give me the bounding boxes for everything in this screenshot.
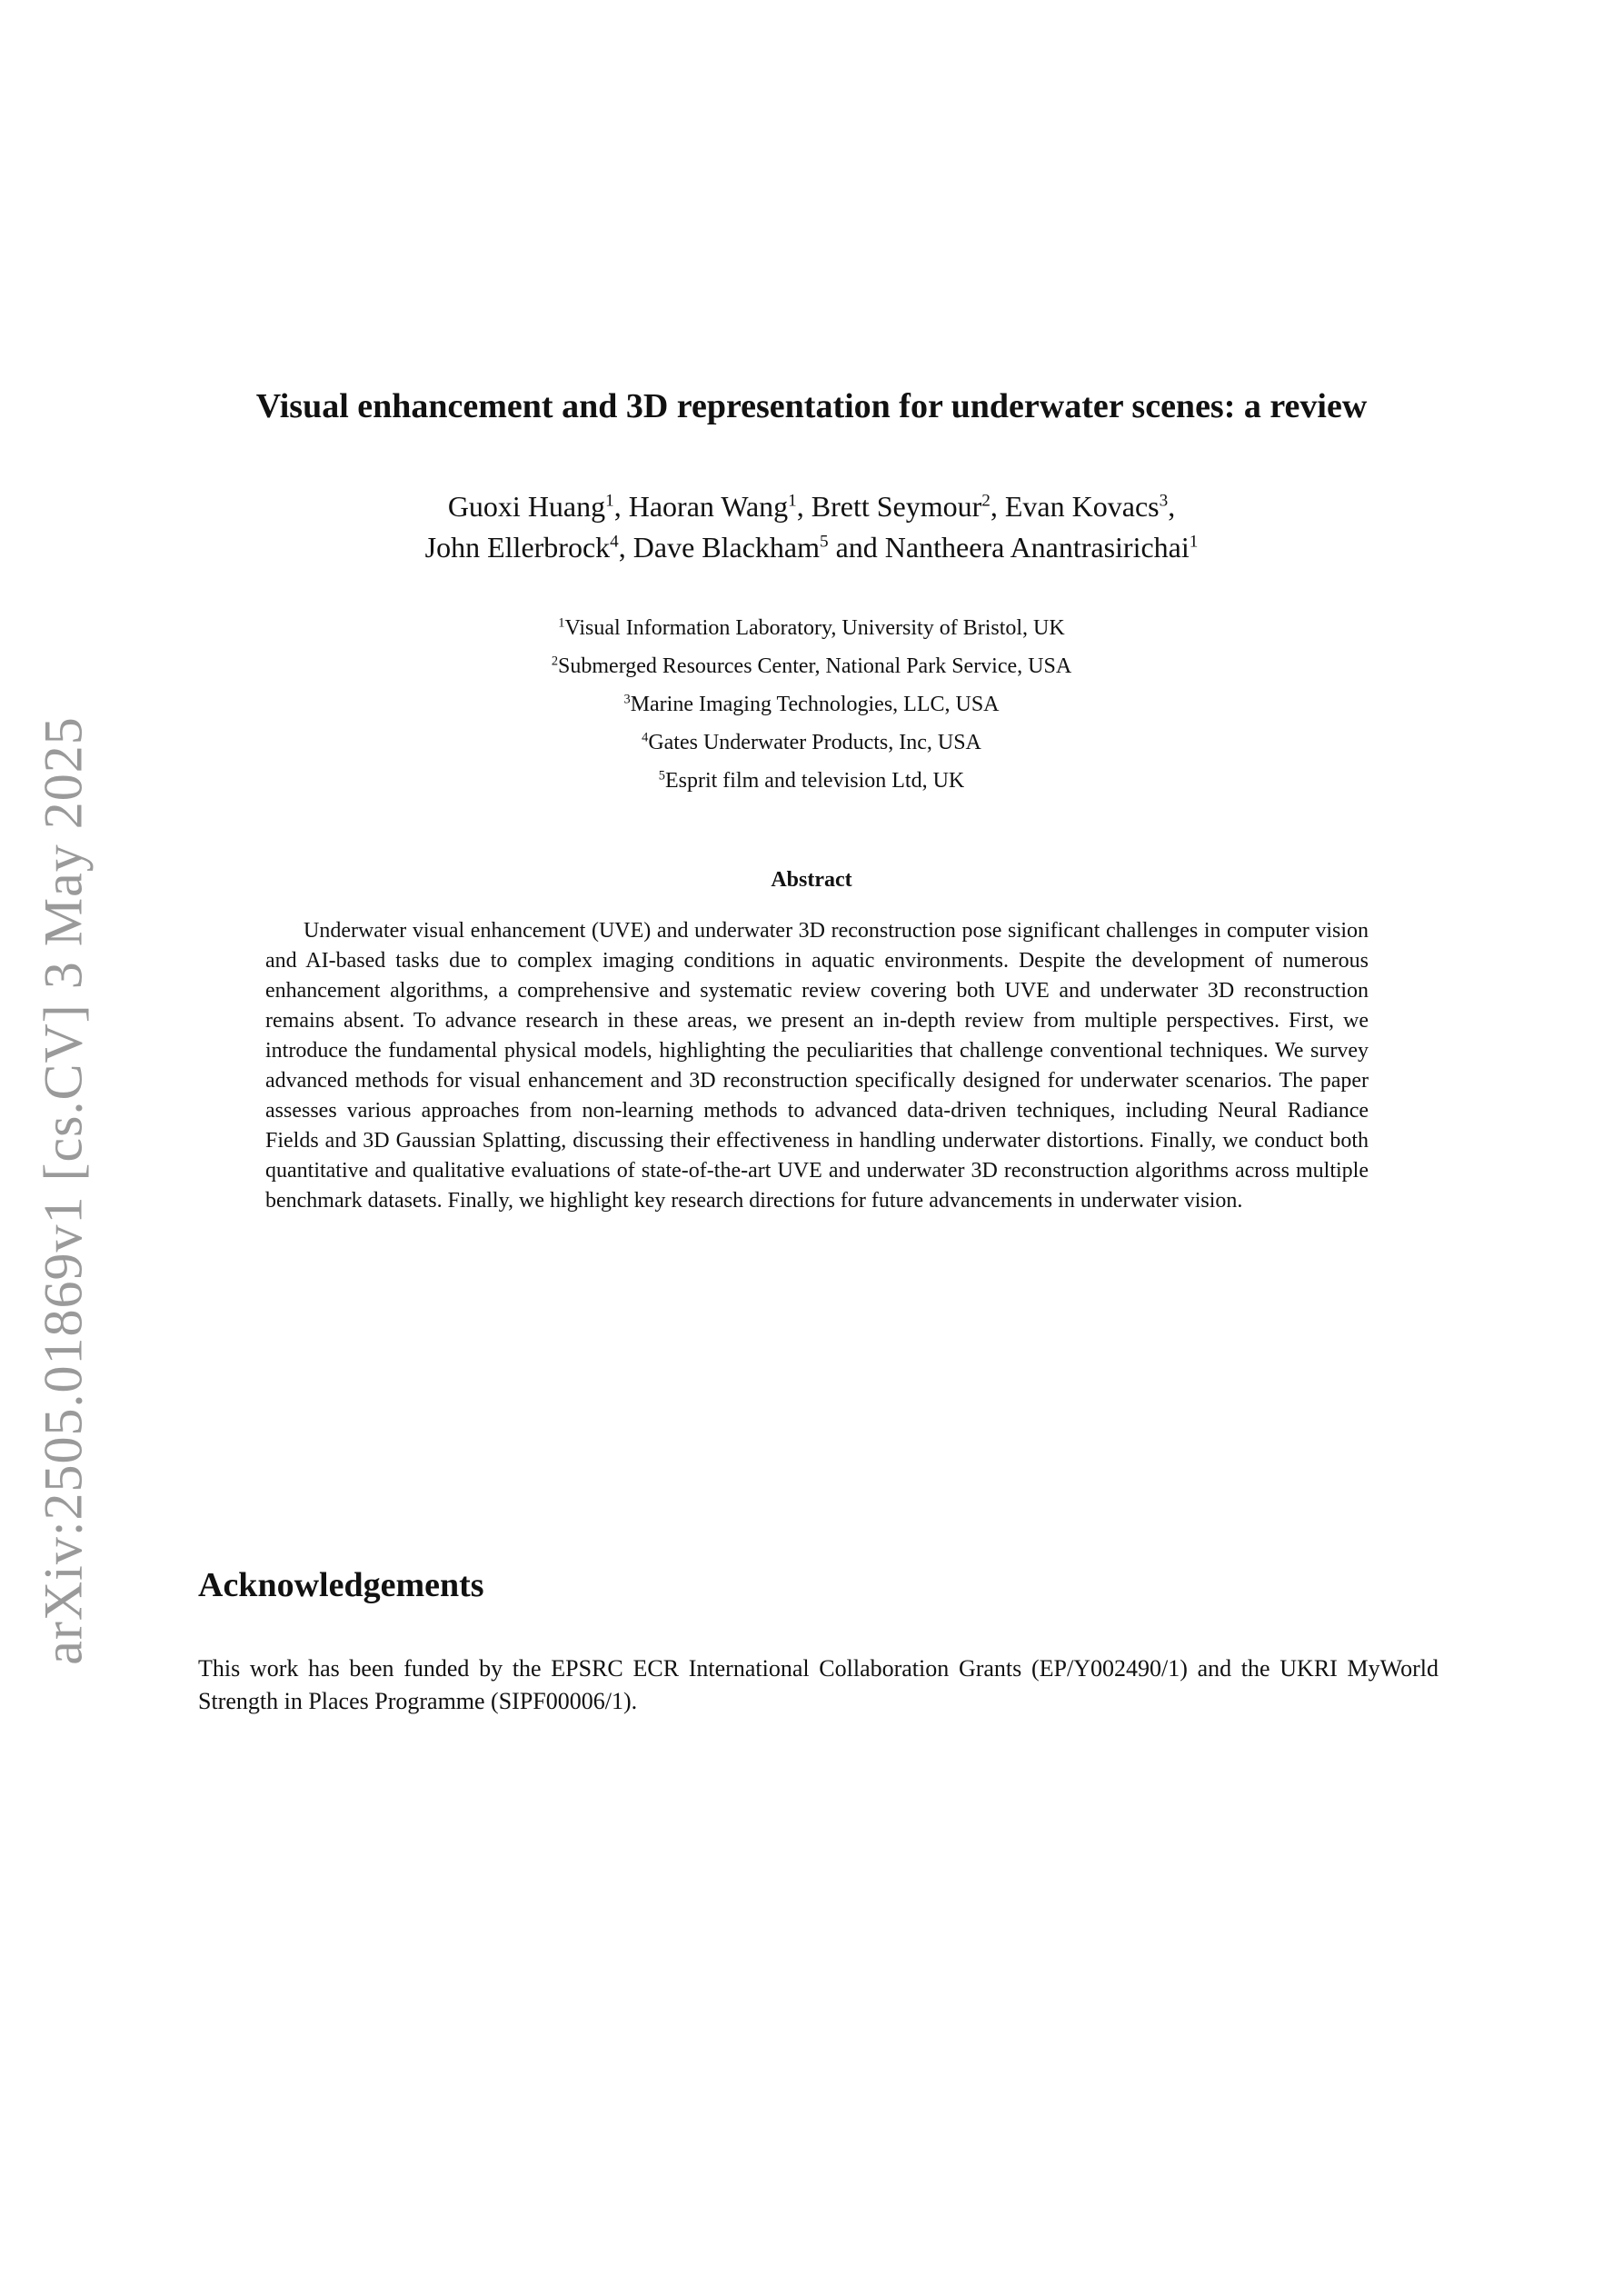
- affiliation-list: [0, 609, 1623, 800]
- affiliation-item: [0, 724, 1623, 762]
- acknowledgements-body: This work has been funded by the EPSRC ECR International Collaboration Grants (EP/Y002490/1) and the UKRI MyWorld Strength in Places Programme (SIPF00006/1).: [198, 1655, 1439, 1714]
- author-affiliation-mark: 3: [1159, 491, 1169, 511]
- author-separator: ,: [618, 531, 633, 564]
- author-affiliation-mark: 2: [981, 491, 991, 511]
- author-name: Evan Kovacs: [1004, 490, 1160, 523]
- abstract-heading: Abstract: [771, 868, 852, 892]
- affiliation-text: Submerged Resources Center, National Park Service, USA: [558, 654, 1072, 678]
- abstract-body: Underwater visual enhancement (UVE) and underwater 3D reconstruction pose significant challenges in computer vision and AI-based tasks due to complex imaging conditions in aquatic environments. Despite the development of numerous enhancement algorithms, a comprehensive and systematic review covering both UVE and underwater 3D reconstruction remains absent. To advance research in these areas, we present an in-depth review from multiple perspectives. First, we introduce the fundamental physical models, highlighting the peculiarities that challenge conventional techniques. We survey advanced methods for visual enhancement and 3D reconstruction specifically designed for underwater scenarios. The paper assesses various approaches from non-learning methods to advanced data-driven techniques, including Neural Radiance Fields and 3D Gaussian Splatting, discussing their effectiveness in handling underwater distortions. Finally, we conduct both quantitative and qualitative evaluations of state-of-the-art UVE and underwater 3D reconstruction algorithms across multiple benchmark datasets. Finally, we highlight key research directions for future advancements in underwater vision.: [265, 919, 1369, 1213]
- affiliation-item: [0, 647, 1623, 685]
- arxiv-identifier-stamp: [27, 709, 100, 1672]
- author-name: Nantheera Anantrasirichai: [884, 531, 1190, 564]
- affiliation-mark: 2: [551, 654, 559, 669]
- affiliation-text: Esprit film and television Ltd, UK: [664, 769, 965, 793]
- author-affiliation-mark: 4: [610, 532, 619, 552]
- author-separator: ,: [613, 490, 629, 523]
- author-name: Haoran Wang: [628, 490, 789, 523]
- affiliation-mark: 3: [623, 692, 631, 707]
- acknowledgements-heading: Acknowledgements: [198, 1566, 484, 1604]
- affiliation-text: Gates Underwater Products, Inc, USA: [648, 731, 981, 754]
- author-name: John Ellerbrock: [424, 531, 611, 564]
- author-name: Guoxi Huang: [447, 490, 606, 523]
- affiliation-text: Visual Information Laboratory, University of Bristol, UK: [564, 616, 1065, 640]
- author-list: [0, 486, 1623, 568]
- arxiv-identifier-text: arXiv:2505.01869v1 [cs.CV] 3 May 2025: [33, 716, 94, 1665]
- author-affiliation-mark: 1: [788, 491, 797, 511]
- affiliation-item: [0, 609, 1623, 647]
- affiliation-mark: 4: [642, 730, 649, 745]
- author-affiliation-mark: 1: [605, 491, 614, 511]
- author-name: Brett Seymour: [811, 490, 982, 523]
- author-line-1: [0, 486, 1623, 527]
- author-name: Dave Blackham: [632, 531, 820, 564]
- affiliation-item: [0, 685, 1623, 724]
- paper-title: Visual enhancement and 3D representation for underwater scenes: a review: [255, 387, 1368, 425]
- author-separator: ,: [1168, 490, 1176, 523]
- author-separator: ,: [796, 490, 812, 523]
- author-line-2: [0, 527, 1623, 568]
- author-separator: and: [828, 531, 885, 564]
- affiliation-item: [0, 762, 1623, 800]
- author-separator: ,: [990, 490, 1005, 523]
- affiliation-text: Marine Imaging Technologies, LLC, USA: [630, 693, 1000, 716]
- affiliation-mark: 1: [558, 615, 565, 631]
- affiliation-mark: 5: [658, 768, 665, 784]
- author-affiliation-mark: 5: [820, 532, 829, 552]
- author-affiliation-mark: 1: [1189, 532, 1199, 552]
